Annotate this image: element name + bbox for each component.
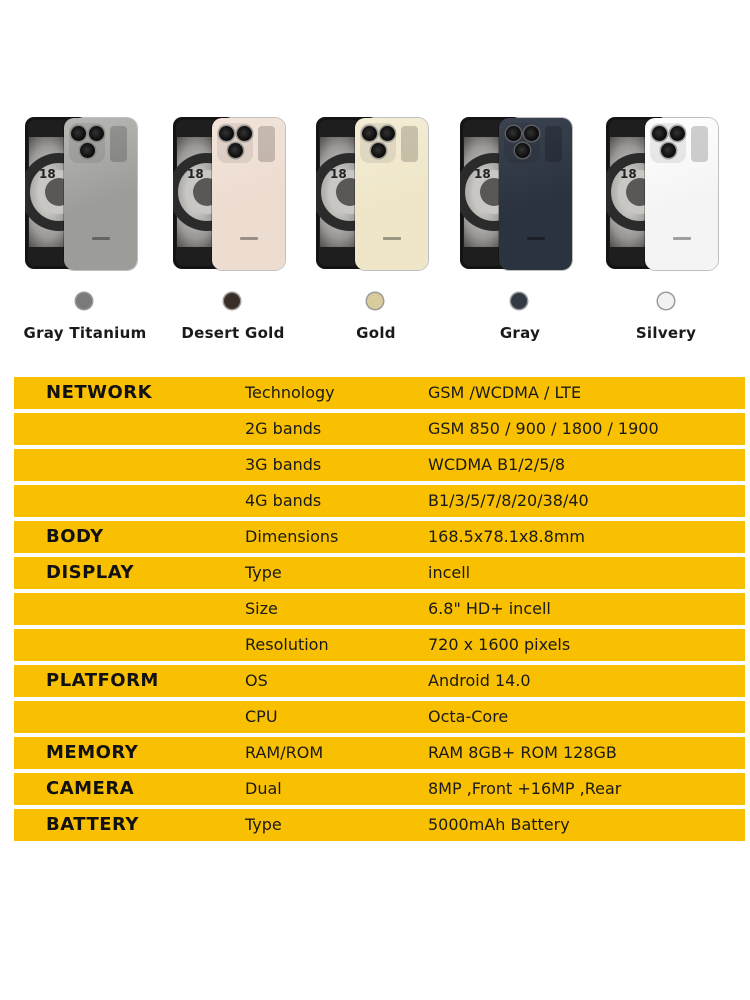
- spec-category: BODY: [46, 526, 104, 547]
- phone-back: [645, 118, 718, 270]
- spec-category: CAMERA: [46, 778, 135, 799]
- color-name: Desert Gold: [181, 324, 285, 342]
- camera-lens-icon: [228, 143, 243, 158]
- variant-1[interactable]: [153, 112, 303, 352]
- spec-value: GSM /WCDMA / LTE: [428, 383, 582, 402]
- phone-image: [460, 117, 575, 272]
- spec-value: 6.8" HD+ incell: [428, 599, 551, 618]
- brand-logo: [383, 237, 401, 240]
- spec-value: 168.5x78.1x8.8mm: [428, 527, 585, 546]
- spec-row: [14, 737, 745, 769]
- brand-logo: [92, 237, 110, 240]
- spec-row: [14, 449, 745, 481]
- camera-lens-icon: [80, 143, 95, 158]
- camera-island: [360, 123, 396, 163]
- variant-4[interactable]: [584, 112, 734, 352]
- spec-row: [14, 377, 745, 409]
- color-name: Gray Titanium: [23, 324, 147, 342]
- camera-lens-icon: [71, 126, 86, 141]
- spec-value: B1/3/5/7/8/20/38/40: [428, 491, 589, 510]
- camera-island: [217, 123, 253, 163]
- spec-value: WCDMA B1/2/5/8: [428, 455, 566, 474]
- camera-lens-icon: [371, 143, 386, 158]
- spec-row: [14, 665, 745, 697]
- front-screen-text: 18: [474, 167, 491, 181]
- front-screen-text: 18: [187, 167, 204, 181]
- spec-row: [14, 629, 745, 661]
- camera-lens-icon: [652, 126, 667, 141]
- camera-lens-icon: [380, 126, 395, 141]
- camera-lens-icon: [237, 126, 252, 141]
- phone-image: [316, 117, 431, 272]
- brand-logo: [673, 237, 691, 240]
- spec-category: PLATFORM: [46, 670, 159, 691]
- color-swatch[interactable]: [658, 293, 674, 309]
- camera-lens-icon: [670, 126, 685, 141]
- spec-value: RAM 8GB+ ROM 128GB: [428, 743, 617, 762]
- variant-3[interactable]: [440, 112, 590, 352]
- color-swatch[interactable]: [511, 293, 527, 309]
- spec-category: NETWORK: [46, 382, 153, 403]
- color-swatch[interactable]: [224, 293, 240, 309]
- front-screen-text: 18: [330, 167, 347, 181]
- spec-value: 5000mAh Battery: [428, 815, 570, 834]
- color-variants: [0, 112, 750, 352]
- flash-module: [258, 126, 275, 162]
- spec-feature: Dimensions: [245, 527, 339, 546]
- spec-row: [14, 557, 745, 589]
- spec-row: [14, 521, 745, 553]
- spec-feature: Size: [245, 599, 278, 618]
- front-screen-text: 18: [620, 167, 637, 181]
- camera-lens-icon: [506, 126, 521, 141]
- flash-module: [545, 126, 562, 162]
- phone-image: [606, 117, 721, 272]
- flash-module: [401, 126, 418, 162]
- spec-category: DISPLAY: [46, 562, 135, 583]
- spec-feature: 4G bands: [245, 491, 322, 510]
- camera-island: [69, 123, 105, 163]
- phone-back: [64, 118, 137, 270]
- spec-feature: 3G bands: [245, 455, 322, 474]
- phone-image: [25, 117, 140, 272]
- camera-lens-icon: [362, 126, 377, 141]
- camera-lens-icon: [219, 126, 234, 141]
- camera-island: [650, 123, 686, 163]
- spec-value: 8MP ,Front +16MP ,Rear: [428, 779, 622, 798]
- spec-value: Octa-Core: [428, 707, 509, 726]
- spec-value: GSM 850 / 900 / 1800 / 1900: [428, 419, 659, 438]
- variant-2[interactable]: [297, 112, 447, 352]
- spec-row: [14, 701, 745, 733]
- spec-row: [14, 809, 745, 841]
- brand-logo: [240, 237, 258, 240]
- camera-lens-icon: [661, 143, 676, 158]
- color-swatch[interactable]: [367, 293, 383, 309]
- spec-row: [14, 773, 745, 805]
- phone-back: [499, 118, 572, 270]
- spec-table: [14, 377, 745, 845]
- brand-logo: [527, 237, 545, 240]
- spec-value: 720 x 1600 pixels: [428, 635, 571, 654]
- camera-lens-icon: [89, 126, 104, 141]
- spec-feature: CPU: [245, 707, 278, 726]
- spec-row: [14, 413, 745, 445]
- color-swatch[interactable]: [76, 293, 92, 309]
- phone-back: [355, 118, 428, 270]
- flash-module: [110, 126, 127, 162]
- front-screen-text: 18: [39, 167, 56, 181]
- camera-lens-icon: [524, 126, 539, 141]
- camera-lens-icon: [515, 143, 530, 158]
- flash-module: [691, 126, 708, 162]
- spec-feature: 2G bands: [245, 419, 322, 438]
- spec-feature: Resolution: [245, 635, 329, 654]
- phone-back: [212, 118, 285, 270]
- spec-feature: Type: [245, 563, 282, 582]
- spec-feature: Dual: [245, 779, 282, 798]
- variant-0[interactable]: [10, 112, 160, 352]
- spec-row: [14, 485, 745, 517]
- spec-category: MEMORY: [46, 742, 139, 763]
- spec-value: incell: [428, 563, 471, 582]
- spec-value: Android 14.0: [428, 671, 531, 690]
- color-name: Gray: [499, 324, 541, 342]
- spec-feature: RAM/ROM: [245, 743, 324, 762]
- spec-feature: Technology: [245, 383, 335, 402]
- color-name: Silvery: [635, 324, 697, 342]
- camera-island: [504, 123, 540, 163]
- spec-category: BATTERY: [46, 814, 139, 835]
- color-name: Gold: [356, 324, 396, 342]
- spec-feature: OS: [245, 671, 268, 690]
- phone-image: [173, 117, 288, 272]
- spec-row: [14, 593, 745, 625]
- spec-feature: Type: [245, 815, 282, 834]
